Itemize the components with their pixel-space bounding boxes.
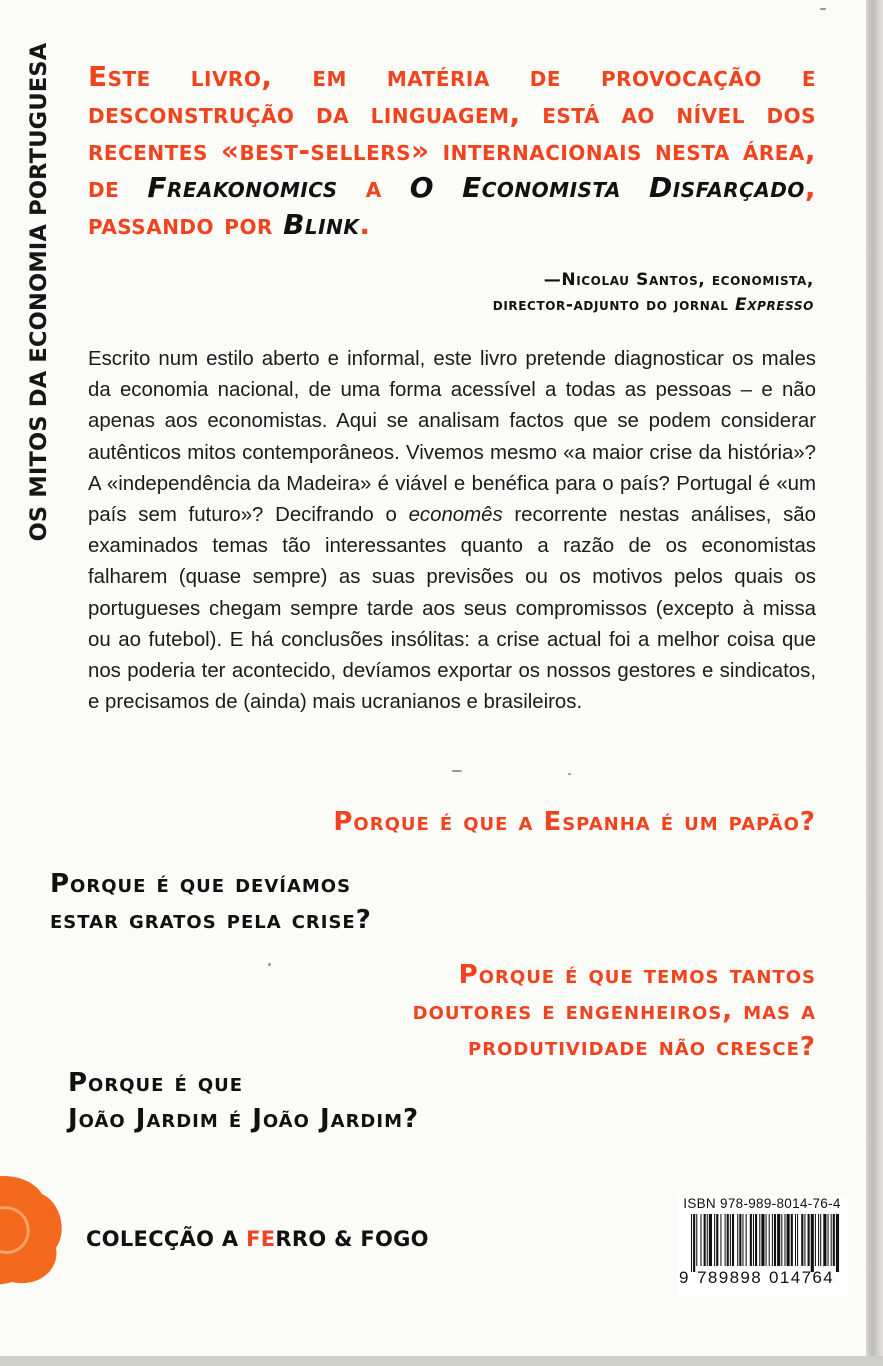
- barcode-bar: [742, 1214, 743, 1266]
- barcode-bar: [815, 1214, 816, 1266]
- quote-book-title: O Economista Disfarçado: [409, 171, 805, 204]
- question-line: produtividade não cresce?: [468, 1032, 816, 1062]
- quote-book-title: Freakonomics: [147, 171, 338, 204]
- barcode-bar: [714, 1214, 715, 1266]
- collection-name-highlight: FE: [246, 1227, 276, 1251]
- barcode-digit-lead: 9: [679, 1268, 690, 1287]
- quote-attribution: [214, 268, 814, 318]
- question-jardim: [68, 1065, 419, 1137]
- print-speck: [820, 8, 826, 10]
- barcode-bar: [804, 1214, 805, 1266]
- barcode-bars: [691, 1214, 841, 1272]
- barcode-bar: [833, 1214, 835, 1266]
- book-bottom-edge: [0, 1356, 883, 1366]
- barcode-digits-left: 789898: [697, 1268, 763, 1287]
- barcode-bar: [823, 1214, 826, 1266]
- barcode-bar: [725, 1214, 726, 1266]
- collection-name-text: RRO & FOGO: [275, 1227, 429, 1251]
- question-line: Porque é que devíamos: [50, 869, 352, 899]
- question-line: Porque é que temos tantos: [458, 960, 816, 990]
- barcode-bar: [755, 1214, 757, 1266]
- question-crise: [50, 866, 372, 938]
- quote-text: , passando por: [88, 171, 816, 241]
- barcode-bar: [727, 1214, 729, 1266]
- attribution-name: —Nicolau Santos, economista,: [543, 270, 814, 290]
- question-line: João Jardim é João Jardim?: [68, 1104, 420, 1134]
- collection-name-text: COLECÇÃO A: [86, 1227, 247, 1251]
- description-italic-term: economês: [408, 504, 503, 527]
- barcode-bar: [730, 1214, 731, 1266]
- barcode-bar: [693, 1214, 695, 1272]
- spine-title-text: OS MITOS DA ECONOMIA PORTUGUESA: [26, 42, 52, 542]
- barcode-bar: [828, 1214, 829, 1266]
- barcode-bar: [716, 1214, 718, 1266]
- quote-text: a: [337, 171, 410, 204]
- print-speck: [568, 773, 571, 775]
- barcode-bar: [777, 1214, 780, 1266]
- question-doutores: [413, 957, 816, 1065]
- barcode-bar: [818, 1214, 819, 1266]
- question-line: doutores e engenheiros, mas a: [412, 996, 816, 1026]
- barcode-bar: [811, 1214, 814, 1272]
- quote-text: Este livro, em matéria de provocação e desconstrução da linguagem, está ao nível dos recentes «best-sellers» internacionais nesta área, de: [88, 60, 816, 204]
- barcode-bar: [720, 1214, 721, 1266]
- barcode-bar: [700, 1214, 701, 1266]
- endorsement-quote: [88, 58, 816, 243]
- quote-text: .: [359, 208, 371, 241]
- question-line: estar gratos pela crise?: [50, 905, 372, 935]
- collection-name: [86, 1227, 429, 1251]
- question-line: Porque é que a Espanha é um papão?: [333, 807, 816, 837]
- barcode-bar: [709, 1214, 712, 1266]
- barcode-bar: [761, 1214, 764, 1266]
- attribution-publication: Expresso: [735, 295, 814, 315]
- barcode-bar: [691, 1214, 692, 1272]
- spine-title: [22, 42, 56, 542]
- barcode-bar: [696, 1214, 697, 1266]
- barcode-bar: [795, 1214, 796, 1266]
- barcode-bar: [704, 1214, 706, 1266]
- barcode-bar: [831, 1214, 832, 1266]
- barcode-bar: [781, 1214, 782, 1266]
- barcode-bar: [791, 1214, 793, 1266]
- isbn-number: ISBN 978-989-8014-76-4: [683, 1196, 841, 1211]
- barcode-bar: [746, 1214, 747, 1266]
- barcode-bar: [769, 1214, 770, 1266]
- barcode-bar: [784, 1214, 785, 1266]
- barcode-bar: [808, 1214, 810, 1266]
- barcode-bar: [759, 1214, 760, 1266]
- barcode-bar: [732, 1214, 734, 1266]
- attribution-role: [214, 293, 814, 318]
- barcode-bar: [836, 1214, 839, 1272]
- collection-logo-icon: [0, 1172, 64, 1286]
- question-line: Porque é que: [68, 1068, 244, 1098]
- barcode-bar: [797, 1214, 798, 1266]
- question-espanha: [333, 804, 816, 840]
- barcode-digits-right: 014764: [769, 1268, 835, 1287]
- attribution-role-text: director-adjunto do jornal: [492, 295, 736, 315]
- barcode-bar: [753, 1214, 754, 1266]
- barcode: [677, 1196, 847, 1296]
- barcode-bar: [820, 1214, 821, 1266]
- print-speck: [268, 963, 271, 966]
- barcode-bar: [772, 1214, 773, 1266]
- book-edge: [866, 0, 883, 1366]
- barcode-bar: [774, 1214, 776, 1266]
- barcode-bar: [739, 1214, 741, 1266]
- barcode-bar: [707, 1214, 708, 1266]
- barcode-bar: [766, 1214, 767, 1266]
- print-speck: [452, 770, 462, 772]
- barcode-bar: [737, 1214, 738, 1266]
- description-text: recorrente nestas análises, são examinados temas tão interessantes quanto a razão de os economistas falharem (quase sempre) as suas previsões ou os motivos pelos quais os portugueses chegam sempre tarde aos seus compromissos (excepto à missa ou ao futebol). E há conclusões insólitas: a crise actual foi a melhor coisa que nos poderia ter acontecido, devíamos exportar os nossos gestores e sindicatos, e precisamos de (ainda) mais ucranianos e brasileiros.: [88, 504, 816, 714]
- quote-book-title: Blink: [283, 208, 360, 241]
- book-description: [88, 344, 816, 718]
- barcode-bar: [787, 1214, 790, 1266]
- description-text: Escrito num estilo aberto e informal, este livro pretende diagnosticar os males da economia nacional, de uma forma acessível a todas as pessoas – e não apenas aos economistas. Aqui se analisam factos que se podem considerar autênticos mitos contemporâneos. Vivemos mesmo «a maior crise da história»? A «independência da Madeira» é viável e benéfica para o país? Portugal é «um país sem futuro»? Decifrando o: [88, 348, 816, 527]
- barcode-bar: [750, 1214, 752, 1266]
- barcode-bar: [801, 1214, 803, 1266]
